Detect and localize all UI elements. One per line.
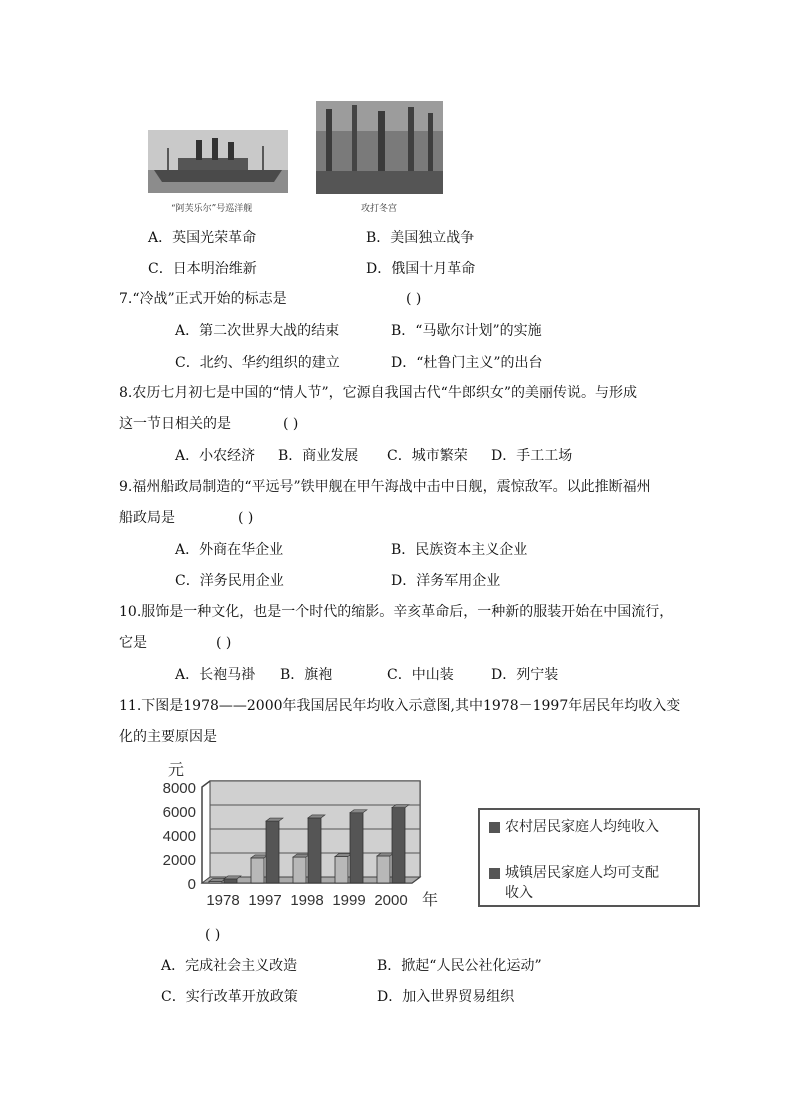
winter-palace-photo <box>316 101 443 194</box>
winter-palace-caption: 攻打冬宫 <box>361 204 398 214</box>
q9-option-a[interactable]: A．外商在华企业 <box>175 542 284 558</box>
q9-stem-line1: 9.福州船政局制造的“平远号”铁甲舰在甲午海战中击中日舰，震惊敌军。以此推断福州 <box>119 479 651 495</box>
q10-answer-bracket[interactable]: ( ) <box>216 635 232 651</box>
q10-stem-line1: 10.服饰是一种文化，也是一个时代的缩影。辛亥革命后，一种新的服装开始在中国流行， <box>119 604 674 620</box>
q8-stem-line2: 这一节日相关的是 <box>119 416 231 432</box>
y-tick-label: 2000 <box>162 852 196 869</box>
y-tick-label: 0 <box>187 876 196 893</box>
x-tick-label: 2000 <box>374 892 408 909</box>
x-tick-label: 1978 <box>206 892 240 909</box>
q7-option-a[interactable]: A．第二次世界大战的结束 <box>175 323 340 339</box>
y-tick-label: 8000 <box>162 780 196 797</box>
q11-stem-line2: 化的主要原因是 <box>119 729 217 745</box>
bar <box>335 856 348 883</box>
q10-option-b[interactable]: B．旗袍 <box>280 667 333 683</box>
legend-label-urban-line2: 收入 <box>505 885 533 901</box>
q7-option-d[interactable]: D．“杜鲁门主义”的出台 <box>391 355 543 371</box>
x-tick-label: 1998 <box>290 892 324 909</box>
aurora-cruiser-caption: “阿芙乐尔”号巡洋舰 <box>171 204 253 214</box>
q9-answer-bracket[interactable]: ( ) <box>238 510 254 526</box>
bar <box>224 879 237 883</box>
q8-option-b[interactable]: B．商业发展 <box>278 448 359 464</box>
y-tick-label: 6000 <box>162 804 196 821</box>
q8-option-d[interactable]: D．手工工场 <box>491 448 573 464</box>
income-bar-chart <box>150 755 450 915</box>
q8-option-a[interactable]: A．小农经济 <box>175 448 256 464</box>
legend-label-urban-line1: 城镇居民家庭人均可支配 <box>505 865 659 881</box>
legend-swatch-rural <box>489 822 500 833</box>
bar <box>251 858 264 883</box>
q6-option-a[interactable]: A．英国光荣革命 <box>148 230 257 246</box>
q11-option-d[interactable]: D．加入世界贸易组织 <box>377 989 515 1005</box>
x-tick-label: 1999 <box>332 892 366 909</box>
q11-answer-bracket[interactable]: ( ) <box>205 927 221 943</box>
q7-stem: 7.“冷战”正式开始的标志是 <box>119 291 287 307</box>
cruiser-illustration <box>148 130 288 193</box>
bar <box>350 813 363 883</box>
q6-option-b[interactable]: B．美国独立战争 <box>366 230 475 246</box>
x-tick-label: 1997 <box>248 892 282 909</box>
bar <box>308 818 321 883</box>
q10-option-a[interactable]: A．长袍马褂 <box>175 667 256 683</box>
q10-stem-line2: 它是 <box>119 635 147 651</box>
legend-label-rural: 农村居民家庭人均纯收入 <box>505 819 659 835</box>
q6-option-d[interactable]: D．俄国十月革命 <box>366 261 476 277</box>
q11-option-b[interactable]: B．掀起“人民公社化运动” <box>377 958 542 974</box>
aurora-cruiser-photo <box>148 130 288 193</box>
q7-option-b[interactable]: B．“马歇尔计划”的实施 <box>391 323 542 339</box>
bar <box>392 808 405 883</box>
q9-option-d[interactable]: D．洋务军用企业 <box>391 573 501 589</box>
bar <box>377 856 390 883</box>
q11-stem-line1: 11.下图是1978——2000年我国居民年均收入示意图,其中1978－1997年居民年均收入变 <box>119 698 681 714</box>
q8-option-c[interactable]: C．城市繁荣 <box>387 448 468 464</box>
chart-legend <box>478 808 700 907</box>
y-unit-label: 元 <box>168 760 185 779</box>
q11-option-c[interactable]: C．实行改革开放政策 <box>161 989 298 1005</box>
q9-option-c[interactable]: C．洋务民用企业 <box>175 573 284 589</box>
winter-palace-illustration <box>316 101 443 194</box>
legend-swatch-urban <box>489 868 500 879</box>
bar <box>293 857 306 883</box>
q10-option-c[interactable]: C．中山装 <box>387 667 454 683</box>
q7-answer-bracket[interactable]: ( ) <box>406 291 422 307</box>
q7-option-c[interactable]: C．北约、华约组织的建立 <box>175 355 340 371</box>
x-unit-label: 年 <box>422 890 439 909</box>
bar <box>266 821 279 883</box>
q10-option-d[interactable]: D．列宁装 <box>491 667 559 683</box>
q9-stem-line2: 船政局是 <box>119 510 175 526</box>
q8-answer-bracket[interactable]: ( ) <box>283 416 299 432</box>
q8-stem-line1: 8.农历七月初七是中国的“情人节”，它源自我国古代“牛郎织女”的美丽传说。与形成 <box>119 385 637 401</box>
q11-option-a[interactable]: A．完成社会主义改造 <box>161 958 298 974</box>
q6-option-c[interactable]: C．日本明治维新 <box>148 261 257 277</box>
y-tick-label: 4000 <box>162 828 196 845</box>
q9-option-b[interactable]: B．民族资本主义企业 <box>391 542 528 558</box>
